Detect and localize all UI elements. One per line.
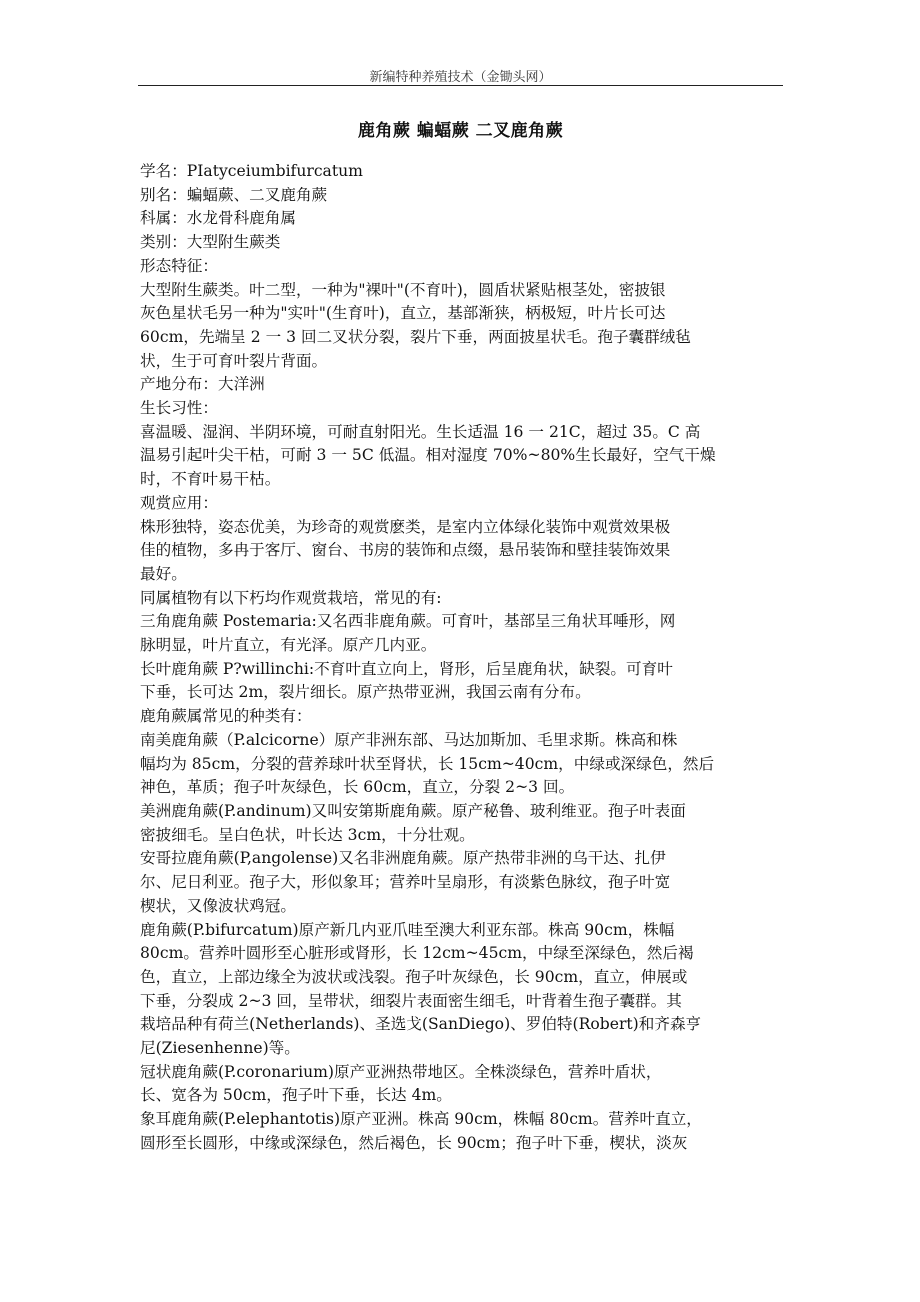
running-header: 新编特种养殖技术（金锄头网） — [369, 70, 552, 85]
text-line: 别名：蝙蝠蕨、二叉鹿角蕨 — [140, 185, 328, 204]
text-line: 长、宽各为 50cm，孢子叶下垂，长达 4m。 — [140, 1086, 452, 1105]
text-line: 80cm。营养叶圆形至心脏形或肾形，长 12cm~45cm，中绿至深绿色，然后褐 — [140, 944, 694, 963]
header-rule — [138, 85, 783, 86]
text-line: 灰色星状毛另一种为"实叶"(生育叶)，直立，基部渐狭，柄极短，叶片长可达 — [140, 304, 666, 323]
text-line: 象耳鹿角蕨(P.elephantotis)原产亚洲。株高 90cm，株幅 80cm。营养叶直立， — [140, 1110, 702, 1129]
document-body — [140, 160, 785, 1156]
text-line: 科属：水龙骨科鹿角属 — [140, 209, 296, 228]
text-line: 安哥拉鹿角蕨(P,angolense)又名非洲鹿角蕨。原产热带非洲的乌干达、扎伊 — [140, 849, 666, 868]
text-line: 美洲鹿角蕨(P.andinum)又叫安第斯鹿角蕨。原产秘鲁、玻利维亚。孢子叶表面 — [140, 801, 686, 820]
text-line: 最好。 — [140, 564, 187, 583]
text-line: 观赏应用： — [140, 493, 218, 512]
text-line: 下垂，分裂成 2~3 回，呈带状，细裂片表面密生细毛，叶背着生孢子囊群。其 — [140, 991, 682, 1010]
text-line: 喜温暖、湿润、半阴环境，可耐直射阳光。生长适温 16 一 21C，超过 35。C 高 — [140, 422, 701, 441]
text-line: 形态特征： — [140, 256, 218, 275]
text-line: 尼(Ziesenhenne)等。 — [140, 1039, 300, 1058]
text-line: 密披细毛。呈白色状，叶长达 3cm，十分壮观。 — [140, 825, 475, 844]
text-line: 时，不育叶易干枯。 — [140, 470, 281, 489]
document-title: 鹿角蕨 蝙蝠蕨 二叉鹿角蕨 — [357, 121, 564, 141]
text-line: 尔、尼日利亚。孢子大，形似象耳；营养叶呈扇形，有淡紫色脉纹，孢子叶宽 — [140, 873, 671, 892]
text-line: 鹿角蕨属常见的种类有： — [140, 707, 312, 726]
text-line: 类别：大型附生蕨类 — [140, 233, 281, 252]
text-line: 状，生于可育叶裂片背面。 — [140, 351, 328, 370]
text-line: 南美鹿角蕨（P.alcicorne）原产非洲东部、马达加斯加、毛里求斯。株高和株 — [140, 730, 678, 749]
text-line: 幅均为 85cm，分裂的营养球叶状至肾状，长 15cm~40cm，中绿或深绿色，然后 — [140, 754, 715, 773]
text-line: 长叶鹿角蕨 P?willinchi:不育叶直立向上，肾形，后呈鹿角状，缺裂。可育叶 — [140, 659, 673, 678]
text-line: 佳的植物，多冉于客厅、窗台、书房的装饰和点缀，悬吊装饰和壁挂装饰效果 — [140, 541, 671, 560]
text-line: 鹿角蕨(P.bifurcatum)原产新几内亚爪哇至澳大利亚东部。株高 90cm，株幅 — [140, 920, 675, 939]
text-line: 脉明显，叶片直立，有光泽。原产几内亚。 — [140, 636, 437, 655]
text-line: 60cm，先端呈 2 一 3 回二叉状分裂，裂片下垂，两面披星状毛。孢子囊群绒毡 — [140, 327, 691, 346]
text-line: 栽培品种有荷兰(Netherlands)、圣选戈(SanDiego)、罗伯特(Robert)和齐森亨 — [140, 1015, 702, 1034]
text-line: 温易引起叶尖干枯，可耐 3 一 5C 低温。相对湿度 70%~80%生长最好，空气干燥 — [140, 446, 716, 465]
text-line: 下垂，长可达 2m，裂片细长。原产热带亚洲，我国云南有分布。 — [140, 683, 591, 702]
text-line: 同属植物有以下朽均作观赏栽培，常见的有: — [140, 588, 442, 607]
text-line: 生长习性： — [140, 399, 218, 418]
text-line: 产地分布：大洋洲 — [140, 375, 265, 394]
text-line: 楔状，又像波状鸡冠。 — [140, 896, 296, 915]
text-line: 冠状鹿角蕨(P.coronarium)原产亚洲热带地区。全株淡绿色，营养叶盾状， — [140, 1062, 662, 1081]
text-line: 株形独特，姿态优美，为珍奇的观赏麽类，是室内立体绿化装饰中观赏效果极 — [140, 517, 671, 536]
text-line: 三角鹿角蕨 Postemaria:又名西非鹿角蕨。可育叶，基部呈三角状耳唾形，网 — [140, 612, 676, 631]
text-line: 圆形至长圆形，中缘或深绿色，然后褐色，长 90cm；孢子叶下垂，楔状，淡灰 — [140, 1133, 688, 1152]
text-line: 色，直立，上部边缘全为波状或浅裂。孢子叶灰绿色，长 90cm，直立，伸展或 — [140, 967, 688, 986]
text-line: 神色，革质；孢子叶灰绿色，长 60cm，直立，分裂 2~3 回。 — [140, 778, 575, 797]
text-line: 学名：PIatyceiumbifurcatum — [140, 162, 363, 180]
text-line: 大型附生蕨类。叶二型，一种为"裸叶"(不育叶)，圆盾状紧贴根茎处，密披银 — [140, 280, 666, 299]
